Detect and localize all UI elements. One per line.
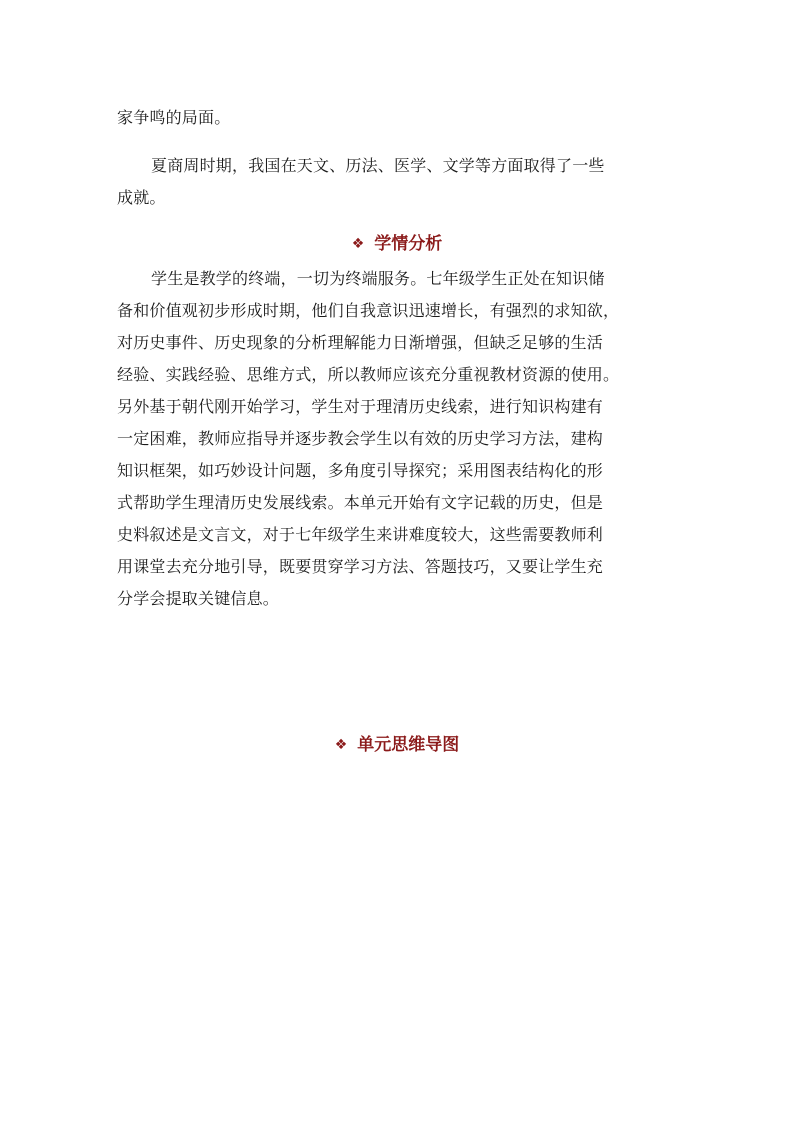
- paragraph-line: 经验、实践经验、思维方式，所以教师应该充分重视教材资源的使用。: [117, 365, 620, 384]
- paragraph-line: 备和价值观初步形成时期，他们自我意识迅速增长，有强烈的求知欲，: [117, 301, 620, 320]
- section-heading-text: 单元思维导图: [357, 735, 460, 755]
- paragraph-line: 分学会提取关键信息。: [117, 589, 280, 608]
- section-heading-text: 学情分析: [374, 234, 443, 254]
- section-heading-mind-map: [0, 733, 794, 757]
- paragraph-line: 夏商周时期，我国在天文、历法、医学、文学等方面取得了一些: [151, 156, 605, 175]
- paragraph-line: 一定困难，教师应指导并逐步教会学生以有效的历史学习方法，建构: [117, 429, 604, 448]
- paragraph-student-analysis: [117, 263, 717, 615]
- paragraph-line: 对历史事件、历史现象的分析理解能力日渐增强，但缺乏足够的生活: [117, 333, 604, 352]
- diamond-bullet-icon: ❖: [334, 737, 348, 753]
- paragraph-line: 另外基于朝代刚开始学习，学生对于理清历史线索，进行知识构建有: [117, 397, 604, 416]
- section-heading-student-analysis: [0, 232, 794, 256]
- diamond-bullet-icon: ❖: [351, 236, 365, 252]
- paragraph-line: 式帮助学生理清历史发展线索。本单元开始有文字记载的历史，但是: [117, 493, 604, 512]
- paragraph-line: 成就。: [117, 188, 166, 207]
- paragraph-line: 用课堂去充分地引导，既要贯穿学习方法、答题技巧，又要让学生充: [117, 557, 604, 576]
- paragraph-line: 史料叙述是文言文，对于七年级学生来讲难度较大，这些需要教师利: [117, 525, 604, 544]
- paragraph-continuation: [117, 102, 717, 134]
- paragraph-line: 知识框架，如巧妙设计问题，多角度引导探究；采用图表结构化的形: [117, 461, 604, 480]
- paragraph-line: 学生是教学的终端，一切为终端服务。七年级学生正处在知识储: [151, 269, 605, 288]
- paragraph-achievements: [117, 150, 717, 214]
- paragraph-line: 家争鸣的局面。: [117, 108, 231, 127]
